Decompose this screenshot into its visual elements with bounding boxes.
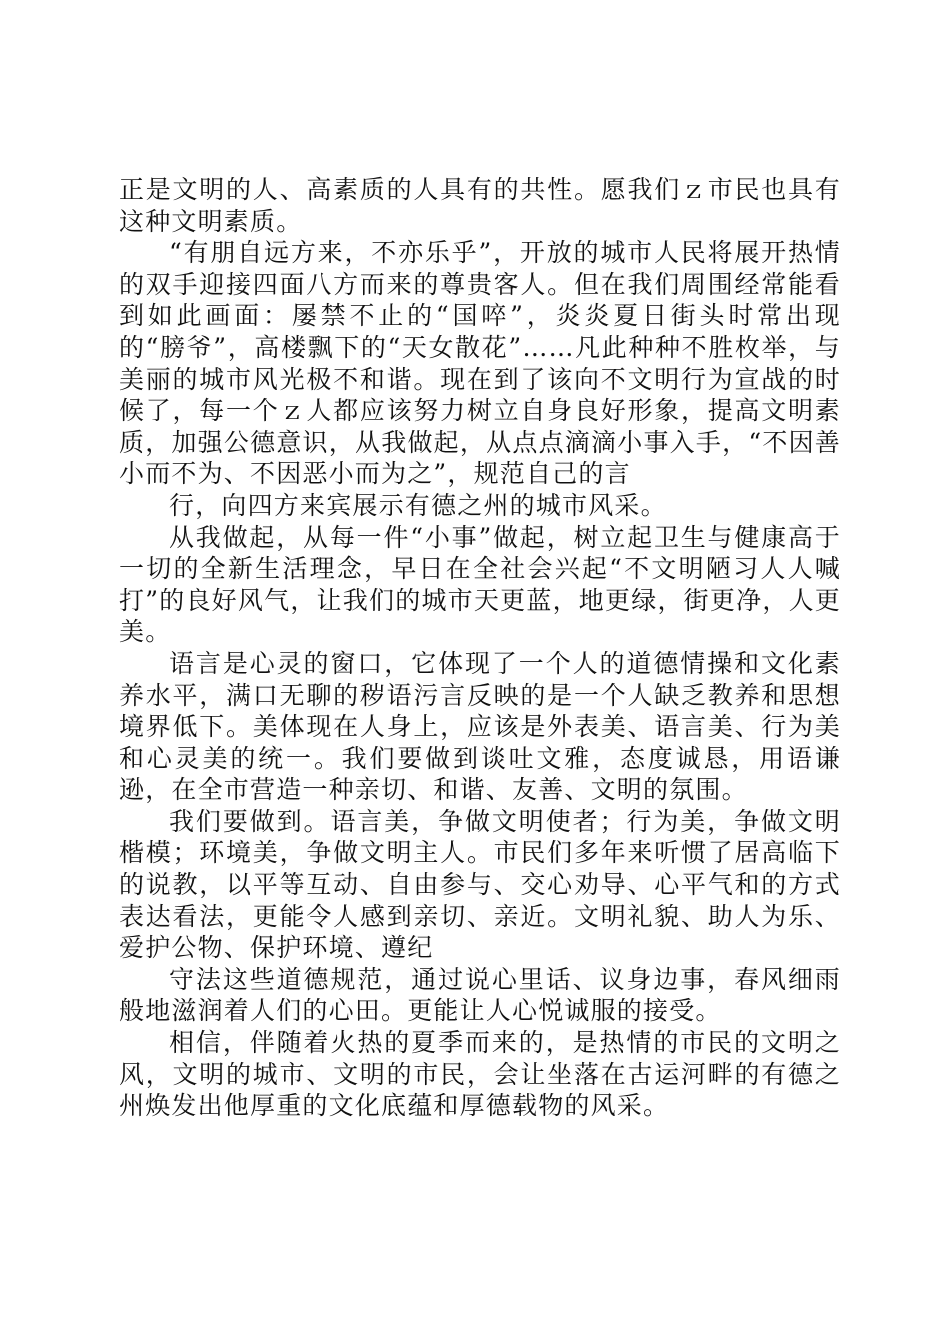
paragraph: “有朋自远方来，不亦乐乎”，开放的城市人民将展开热情的双手迎接四面八方而来的尊贵客人。但在我们周围经常能看到如此画面：屡禁不止的“国啐”，炎炎夏日街头时常出现的“膀爷”，高楼飘下的“天女散花”……凡此种种不胜枚举，与美丽的城市风光极不和谐。现在到了该向不文明行为宣战的时候了，每一个ｚ人都应该努力树立自身良好形象，提高文明素质，加强公德意识，从我做起，从点点滴滴小事入手，“不因善小而不为、不因恶小而为之”，规范自己的言 <box>119 238 841 489</box>
document-body <box>119 174 841 1122</box>
paragraph: 语言是心灵的窗口，它体现了一个人的道德情操和文化素养水平，满口无聊的秽语污言反映的是一个人缺乏教养和思想境界低下。美体现在人身上，应该是外表美、语言美、行为美和心灵美的统一。我们要做到谈吐文雅，态度诚恳，用语谦逊，在全市营造一种亲切、和谐、友善、文明的氛围。 <box>119 648 841 805</box>
paragraph: 正是文明的人、高素质的人具有的共性。愿我们ｚ市民也具有这种文明素质。 <box>119 175 841 236</box>
paragraph: 我们要做到。语言美，争做文明使者；行为美，争做文明楷模；环境美，争做文明主人。市民们多年来听惯了居高临下的说教，以平等互动、自由参与、交心劝导、心平气和的方式表达看法，更能令人感到亲切、亲近。文明礼貌、助人为乐、爱护公物、保护环境、遵纪 <box>119 806 841 963</box>
paragraph: 守法这些道德规范，通过说心里话、议身边事，春风细雨般地滋润着人们的心田。更能让人心悦诚服的接受。 <box>119 964 841 1026</box>
paragraph: 行，向四方来宾展示有德之州的城市风采。 <box>169 490 667 520</box>
paragraph: 相信，伴随着火热的夏季而来的，是热情的市民的文明之风，文明的城市、文明的市民，会让坐落在古运河畔的有德之州焕发出他厚重的文化底蕴和厚德载物的风采。 <box>119 1028 841 1121</box>
paragraph: 从我做起，从每一件“小事”做起，树立起卫生与健康高于一切的全新生活理念，早日在全社会兴起“不文明陋习人人喊打”的良好风气，让我们的城市天更蓝，地更绿，街更净，人更美。 <box>119 522 841 647</box>
